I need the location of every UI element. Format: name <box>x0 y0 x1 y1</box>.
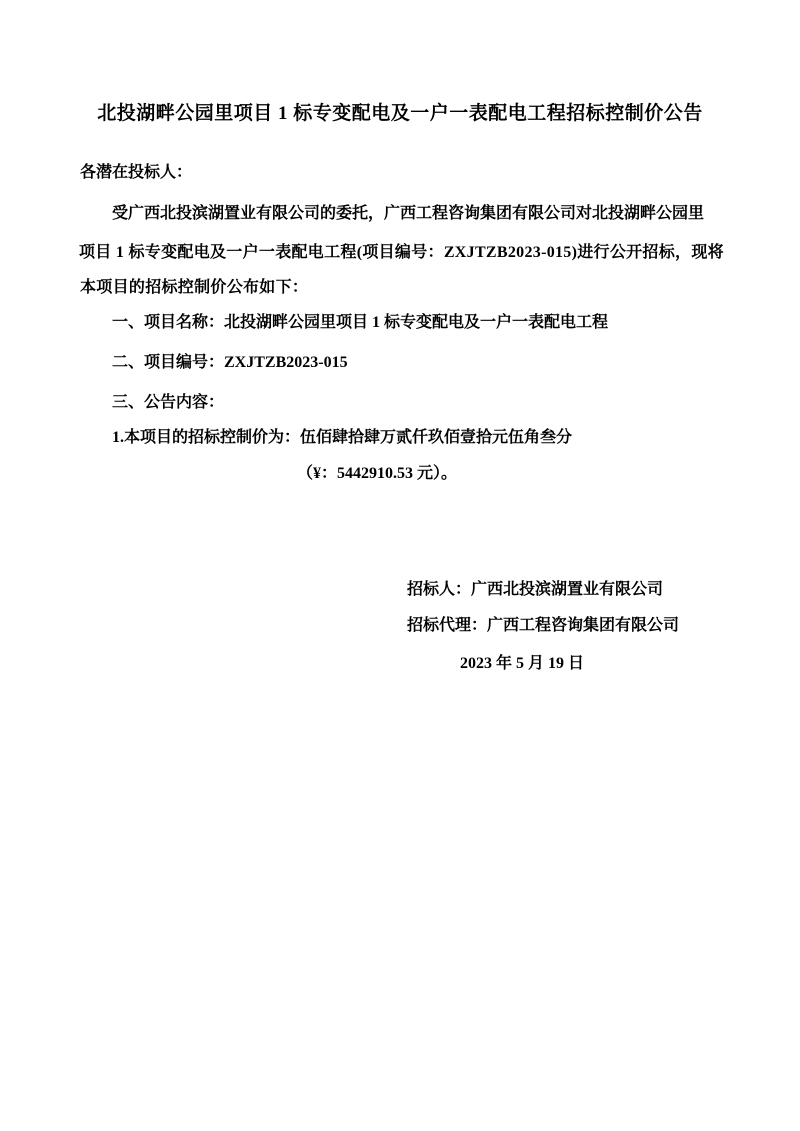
list-item-project-name: 一、项目名称：北投湖畔公园里项目 1 标专变配电及一户一表配电工程 <box>112 314 609 331</box>
control-price-in-words: 1.本项目的招标控制价为：伍佰肆拾肆万贰仟玖佰壹拾元伍角叁分 <box>112 429 573 446</box>
list-item-announcement-content: 三、公告内容： <box>112 394 225 411</box>
list-item-project-number: 二、项目编号：ZXJTZB2023-015 <box>112 354 348 371</box>
signature-tenderee: 招标人：广西北投滨湖置业有限公司 <box>407 581 664 598</box>
salutation-line: 各潜在投标人： <box>80 164 193 181</box>
control-price-numeric: （¥：5442910.53 元）。 <box>297 465 458 482</box>
intro-paragraph-line-3: 本项目的招标控制价公布如下： <box>80 279 309 296</box>
intro-paragraph-line-2: 项目 1 标专变配电及一户一表配电工程(项目编号：ZXJTZB2023-015)进行公开招标，现将 <box>79 244 724 261</box>
intro-paragraph-line-1: 受广西北投滨湖置业有限公司的委托，广西工程咨询集团有限公司对北投湖畔公园里 <box>112 205 705 222</box>
signature-date: 2023 年 5 月 19 日 <box>460 655 585 672</box>
signature-agency: 招标代理：广西工程咨询集团有限公司 <box>407 617 680 634</box>
document-title: 北投湖畔公园里项目 1 标专变配电及一户一表配电工程招标控制价公告 <box>97 103 703 124</box>
